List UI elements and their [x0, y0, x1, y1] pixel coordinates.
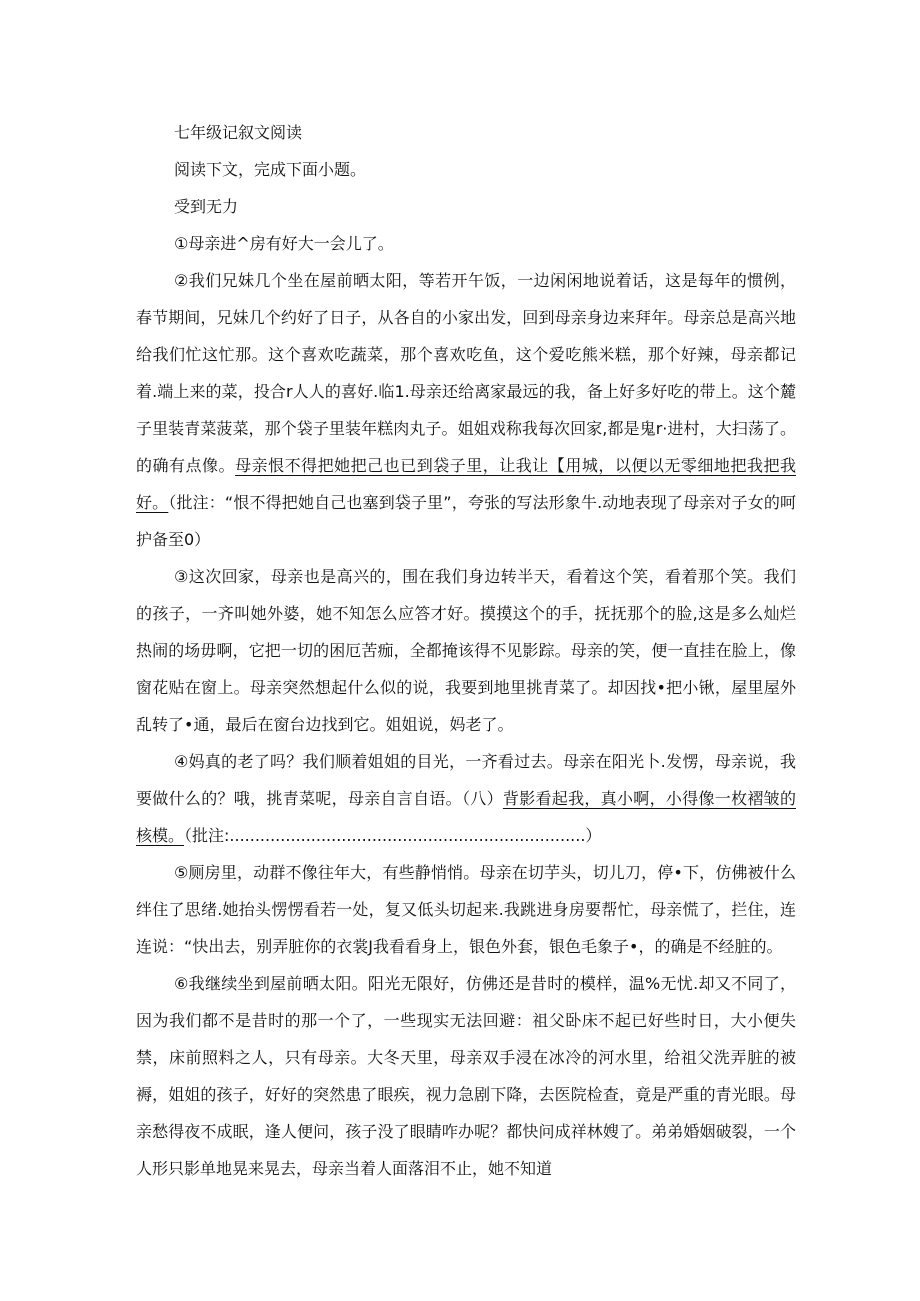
paragraph-5	[136, 854, 796, 965]
paragraph-3-text: ③这次回家，母亲也是高兴的，围在我们身边转半天，看着这个笑，看着那个笑。我们的孩子，一齐叫她外婆，她不知怎么应答才好。摸摸这个的手，抚抚那个的脸,这是多么灿烂热闹的场毋啊，它把一切的困厄苦痂，全都掩该得不见影踪。母亲的笑，便一直挂在脸上，像窗花贴在窗上。母亲突然想起什么似的说，我要到地里挑青菜了。却因找•把小锹，屋里屋外乱转了•通，最后在窗台边找到它。姐姐说，妈老了。	[136, 567, 796, 734]
paragraph-2-annotation: （批注：“恨不得把她自己也塞到袋子里”，夸张的写法形象牛.动地表现了母亲对子女的呵护备至0）	[136, 493, 796, 549]
paragraph-1	[136, 225, 796, 262]
paragraph-4-text: ④妈真的老了吗？我们顺着姐姐的目光，一齐看过去。母亲在阳光卜.发愣，母亲说，我要做什么的？哦，挑青菜呢，母亲自言自语。（八）	[136, 752, 796, 808]
paragraph-2	[136, 262, 796, 558]
reading-instruction: 阅读下文，完成下面小题。	[174, 160, 367, 179]
paragraph-5-text: ⑤厕房里，动群不像往年大，有些静悄悄。母亲在切芋头，切儿刀，停•下，仿佛被什么绊住了思绪.她抬头愣愣看若一处，复又低头切起来.我跳进身房要帮忙，母亲慌了，拦住，连连说：“快出去，别弄脏你的衣裳J我看看身上，银色外套，银色毛象子•，的确是不经脏的。	[136, 863, 796, 956]
paragraph-1-text: ①母亲进^房有好大一会儿了。	[174, 234, 394, 253]
paragraph-6-text: ⑥我继续坐到屋前晒太阳。阳光无限好，仿佛还是昔时的模样，温%无忧.却又不同了，因为我们都不是昔时的那一个了，一些现实无法回避：祖父卧床不起已好些时日，大小便失禁，床前照料之人，只有母亲。大冬天里，母亲双手浸在冰冷的河水里，给祖父洗弄脏的被褥，姐姐的孩子，好好的突然患了眼疾，视力急剧下降，去医院检查，竟是严重的青光眼。母亲愁得夜不成眠，逢人便问，孩子没了眼睛咋办呢？都快问成祥林嫂了。弟弟婚姻破裂，一个人形只影单地晃来晃去，母亲当着人面落泪不止，她不知道	[136, 974, 796, 1178]
paragraph-6	[136, 965, 796, 1187]
paragraph-2-text: ②我们兄妹几个坐在屋前晒太阳，等若开午饭，一边闲闲地说着话，这是每年的惯例，春节期间，兄妹几个约好了日子，从各自的小家出发，回到母亲身边来拜年。母亲总是高兴地给我们忙这忙那。这个喜欢吃蔬菜，那个喜欢吃鱼，这个爱吃熊米糕，那个好辣，母亲都记着.端上来的菜，投合r人人的喜好.临1.母亲还给离家最远的我，备上好多好吃的带上。这个麓子里装青菜菠菜，那个袋子里装年糕肉丸子。姐姐戏称我每次回家,都是鬼r·进村，大扫荡了。的确有点像。	[136, 271, 796, 475]
paragraph-3	[136, 558, 796, 743]
paragraph-2-underlined-sentence: 母亲恨不得把她把己也已到袋子里，让我让【用城，以便以无零细地把我把我好。	[136, 456, 796, 512]
article-title: 受到无力	[174, 197, 239, 216]
paragraph-4-annotation-blank: （批注:......................................................................）	[184, 826, 602, 845]
document-title: 七年级记叙文阅读	[174, 123, 303, 142]
paragraph-4-underlined-sentence: 背影看起我，真小啊，小得像一枚褶皱的核模。	[136, 789, 796, 845]
paragraph-4	[136, 743, 796, 854]
document-body	[136, 114, 796, 1187]
